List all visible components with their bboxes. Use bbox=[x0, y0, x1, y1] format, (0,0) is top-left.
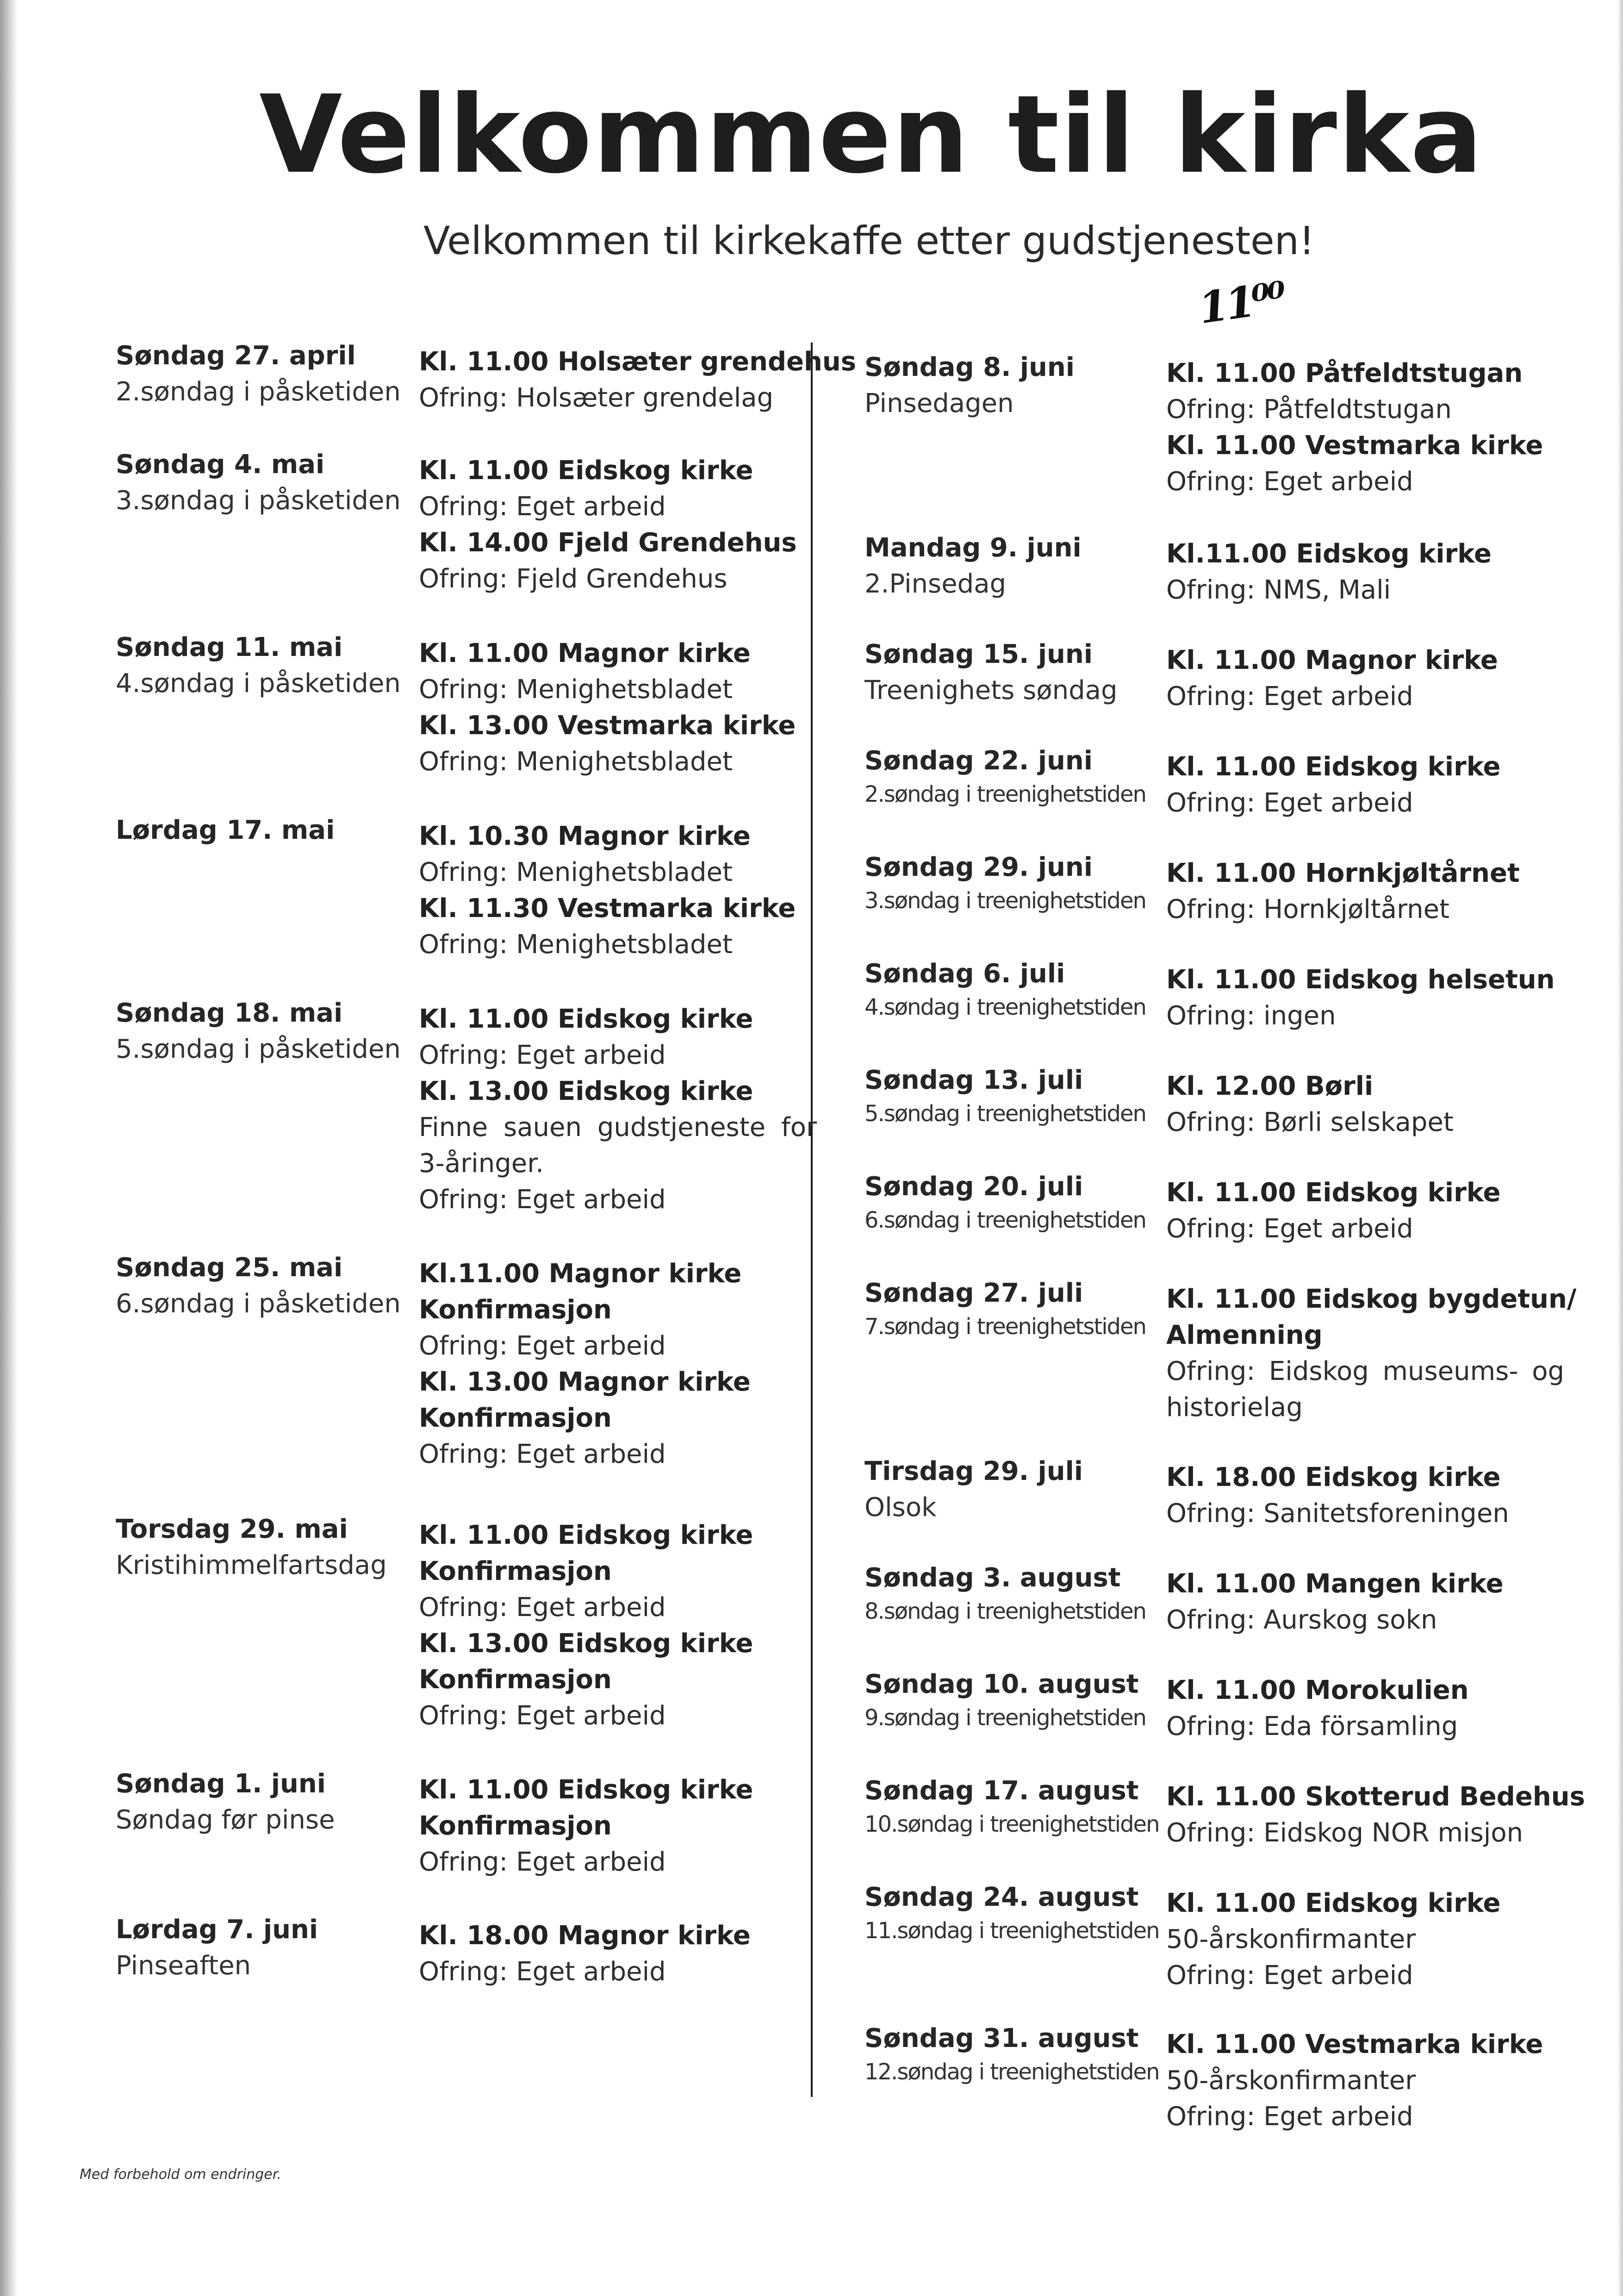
service-date: Søndag 27. juli bbox=[864, 1278, 1083, 1308]
service-time-location: Kl. 10.30 Magnor kirke bbox=[419, 821, 751, 851]
liturgical-day: 9.søndag i treenighetstiden bbox=[864, 1705, 1146, 1731]
service-date: Søndag 1. juni bbox=[116, 1769, 326, 1799]
offering-line: Ofring: Eget arbeid bbox=[1166, 467, 1413, 497]
service-time-location: Kl.11.00 Magnor kirke bbox=[419, 1259, 742, 1289]
service-time-location: Kl. 13.00 Eidskog kirke bbox=[419, 1076, 753, 1106]
service-date: Søndag 6. juli bbox=[864, 959, 1065, 989]
liturgical-day: Olsok bbox=[864, 1492, 937, 1522]
offering-line: Ofring: Eidskog NOR misjon bbox=[1166, 1818, 1524, 1848]
liturgical-day: 4.søndag i treenighetstiden bbox=[864, 994, 1146, 1020]
offering-line: Ofring: Menighetsbladet bbox=[419, 857, 733, 887]
service-time-location: Kl. 11.30 Vestmarka kirke bbox=[419, 893, 796, 923]
service-note: Konfirmasjon bbox=[419, 1556, 612, 1586]
offering-line: Ofring: Eget arbeid bbox=[1166, 2102, 1413, 2132]
liturgical-day: Kristihimmelfartsdag bbox=[116, 1550, 387, 1580]
service-time-location: Kl. 11.00 Skotterud Bedehus bbox=[1166, 1782, 1585, 1812]
service-date: Søndag 20. juli bbox=[864, 1172, 1083, 1202]
footnote: Med forbehold om endringer. bbox=[80, 2166, 281, 2183]
service-details bbox=[1166, 536, 1583, 608]
service-note: Konfirmasjon bbox=[419, 1665, 612, 1695]
service-date: Søndag 4. mai bbox=[116, 449, 325, 480]
service-date: Lørdag 17. mai bbox=[116, 815, 335, 845]
service-details bbox=[1166, 643, 1583, 715]
offering-line: Ofring: Eda församling bbox=[1166, 1711, 1458, 1741]
liturgical-day: 8.søndag i treenighetstiden bbox=[864, 1598, 1146, 1624]
service-details bbox=[419, 636, 835, 780]
service-time-location: Kl. 11.00 Eidskog kirke bbox=[419, 1520, 753, 1550]
liturgical-day: 12.søndag i treenighetstiden bbox=[864, 2059, 1159, 2085]
service-details bbox=[1166, 962, 1583, 1034]
liturgical-day: Søndag før pinse bbox=[116, 1805, 335, 1835]
offering-line: Ofring: Menighetsbladet bbox=[419, 930, 733, 960]
service-date: Søndag 13. juli bbox=[864, 1065, 1083, 1095]
service-note: Konfirmasjon bbox=[419, 1811, 612, 1841]
service-date: Søndag 11. mai bbox=[116, 632, 343, 662]
service-details bbox=[1166, 1281, 1583, 1426]
service-details bbox=[1166, 356, 1583, 500]
liturgical-day: Pinsedagen bbox=[864, 388, 1014, 418]
liturgical-day: 3.søndag i påsketiden bbox=[116, 486, 401, 516]
service-date: Søndag 10. august bbox=[864, 1669, 1139, 1699]
service-time-location: Kl. 18.00 Magnor kirke bbox=[419, 1921, 751, 1951]
liturgical-day: 2.søndag i treenighetstiden bbox=[864, 781, 1146, 807]
service-time-location: Kl. 11.00 Hornkjøltårnet bbox=[1166, 858, 1520, 888]
service-details bbox=[419, 1256, 835, 1472]
service-time-location: Kl. 11.00 Eidskog helsetun bbox=[1166, 965, 1555, 995]
liturgical-day: 4.søndag i påsketiden bbox=[116, 668, 401, 699]
service-note: Finne sauen gudstjeneste for bbox=[419, 1112, 817, 1142]
liturgical-day: Pinseaften bbox=[116, 1951, 251, 1981]
service-date: Søndag 18. mai bbox=[116, 998, 343, 1028]
service-time-location: Kl. 11.00 Eidskog kirke bbox=[1166, 1178, 1501, 1208]
service-note: historielag bbox=[1166, 1392, 1303, 1423]
offering-line: Ofring: ingen bbox=[1166, 1001, 1336, 1031]
service-date: Søndag 3. august bbox=[864, 1563, 1121, 1593]
service-time-location: Kl. 11.00 Vestmarka kirke bbox=[1166, 430, 1543, 461]
offering-line: Ofring: Eget arbeid bbox=[419, 1592, 666, 1622]
service-note: 50-årskonfirmanter bbox=[1166, 2065, 1416, 2096]
offering-line: Ofring: Eget arbeid bbox=[419, 1957, 666, 1987]
offering-line: Ofring: Eget arbeid bbox=[1166, 1960, 1413, 1990]
service-time-location: Kl. 11.00 Morokulien bbox=[1166, 1675, 1469, 1705]
service-time-location: Kl. 11.00 Vestmarka kirke bbox=[1166, 2029, 1543, 2059]
service-date: Søndag 27. april bbox=[116, 341, 356, 371]
service-date: Mandag 9. juni bbox=[864, 533, 1082, 563]
service-details bbox=[1166, 1885, 1583, 1994]
service-note: Almenning bbox=[1166, 1320, 1323, 1350]
service-details bbox=[419, 1517, 835, 1734]
offering-line: Ofring: Eget arbeid bbox=[1166, 681, 1413, 711]
service-note: Konfirmasjon bbox=[419, 1295, 612, 1325]
service-details bbox=[1166, 1672, 1583, 1745]
offering-line: Ofring: Eget arbeid bbox=[1166, 788, 1413, 818]
service-details bbox=[1166, 1460, 1583, 1532]
service-time-location: Kl. 11.00 Magnor kirke bbox=[1166, 645, 1498, 675]
liturgical-day: 2.Pinsedag bbox=[864, 569, 1007, 599]
offering-line: Ofring: Eget arbeid bbox=[419, 1040, 666, 1070]
service-time-location: Kl. 11.00 Eidskog kirke bbox=[419, 1775, 753, 1805]
service-note: 3-åringer. bbox=[419, 1148, 544, 1179]
offering-line: Ofring: NMS, Mali bbox=[1166, 575, 1391, 605]
service-time-location: Kl. 14.00 Fjeld Grendehus bbox=[419, 528, 797, 558]
service-details bbox=[419, 818, 835, 963]
service-details bbox=[419, 344, 857, 416]
offering-line: Ofring: Børli selskapet bbox=[1166, 1107, 1454, 1137]
liturgical-day: 5.søndag i treenighetstiden bbox=[864, 1101, 1146, 1127]
page-subtitle: Velkommen til kirkekaffe etter gudstjenesten! bbox=[423, 218, 1315, 263]
service-date: Søndag 17. august bbox=[864, 1776, 1139, 1806]
offering-line: Ofring: Eget arbeid bbox=[419, 1847, 666, 1877]
service-details bbox=[1166, 1068, 1583, 1141]
service-time-location: Kl. 18.00 Eidskog kirke bbox=[1166, 1462, 1501, 1492]
liturgical-day: Treenighets søndag bbox=[864, 675, 1118, 705]
offering-line: Ofring: Fjeld Grendehus bbox=[419, 564, 728, 594]
handwritten-time-note: 11⁰⁰ bbox=[1195, 272, 1287, 334]
liturgical-day: 11.søndag i treenighetstiden bbox=[864, 1918, 1159, 1944]
service-details bbox=[1166, 1175, 1583, 1247]
service-details bbox=[419, 1001, 835, 1218]
offering-line: Ofring: Menighetsbladet bbox=[419, 674, 733, 705]
offering-line: Ofring: Eget arbeid bbox=[419, 1701, 666, 1731]
service-date: Søndag 31. august bbox=[864, 2023, 1139, 2053]
offering-line: Ofring: Menighetsbladet bbox=[419, 747, 733, 777]
service-date: Søndag 24. august bbox=[864, 1882, 1139, 1912]
service-time-location: Kl. 11.00 Mangen kirke bbox=[1166, 1569, 1504, 1599]
service-time-location: Kl. 11.00 Påtfeldtstugan bbox=[1166, 358, 1523, 388]
service-time-location: Kl. 11.00 Eidskog kirke bbox=[419, 1004, 753, 1034]
service-date: Søndag 25. mai bbox=[116, 1253, 343, 1283]
service-time-location: Kl. 11.00 Eidskog kirke bbox=[1166, 1888, 1501, 1918]
liturgical-day: 6.søndag i påsketiden bbox=[116, 1289, 401, 1319]
service-time-location: Kl. 11.00 Eidskog kirke bbox=[1166, 752, 1501, 782]
service-note: Konfirmasjon bbox=[419, 1403, 612, 1433]
service-details bbox=[419, 1918, 835, 1990]
offering-line: Ofring: Påtfeldtstugan bbox=[1166, 394, 1452, 424]
service-date: Søndag 22. juni bbox=[864, 746, 1093, 776]
service-time-location: Kl. 11.00 Eidskog bygdetun/ bbox=[1166, 1284, 1577, 1314]
offering-line: Ofring: Eget arbeid bbox=[419, 1331, 666, 1361]
liturgical-day: 5.søndag i påsketiden bbox=[116, 1034, 401, 1064]
liturgical-day: 3.søndag i treenighetstiden bbox=[864, 888, 1146, 914]
offering-line: Ofring: Eidskog museums- og bbox=[1166, 1356, 1564, 1386]
liturgical-day: 7.søndag i treenighetstiden bbox=[864, 1314, 1146, 1340]
page-title: Velkommen til kirka bbox=[259, 72, 1484, 197]
service-time-location: Kl. 13.00 Magnor kirke bbox=[419, 1367, 751, 1397]
offering-line: Ofring: Eget arbeid bbox=[419, 1185, 666, 1215]
service-date: Søndag 15. juni bbox=[864, 639, 1093, 669]
service-time-location: Kl. 11.00 Eidskog kirke bbox=[419, 455, 753, 486]
offering-line: Ofring: Holsæter grendelag bbox=[419, 383, 774, 413]
service-time-location: Kl.11.00 Eidskog kirke bbox=[1166, 539, 1492, 569]
offering-line: Ofring: Aurskog sokn bbox=[1166, 1605, 1437, 1635]
liturgical-day: 2.søndag i påsketiden bbox=[116, 377, 401, 407]
scan-shadow-right bbox=[1617, 0, 1623, 2296]
service-date: Tirsdag 29. juli bbox=[864, 1456, 1083, 1486]
service-details bbox=[1166, 1566, 1583, 1638]
service-time-location: Kl. 13.00 Eidskog kirke bbox=[419, 1628, 753, 1659]
offering-line: Ofring: Eget arbeid bbox=[419, 492, 666, 522]
offering-line: Ofring: Eget arbeid bbox=[419, 1439, 666, 1469]
service-details bbox=[1166, 855, 1583, 928]
service-date: Søndag 29. juni bbox=[864, 852, 1093, 882]
liturgical-day: 10.søndag i treenighetstiden bbox=[864, 1811, 1159, 1837]
service-details bbox=[1166, 1779, 1583, 1851]
service-details bbox=[1166, 2027, 1583, 2135]
service-date: Lørdag 7. juni bbox=[116, 1915, 318, 1945]
offering-line: Ofring: Hornkjøltårnet bbox=[1166, 894, 1450, 924]
service-date: Søndag 8. juni bbox=[864, 352, 1075, 382]
service-details bbox=[1166, 749, 1583, 821]
service-time-location: Kl. 11.00 Holsæter grendehus bbox=[419, 347, 857, 377]
service-time-location: Kl. 12.00 Børli bbox=[1166, 1071, 1374, 1101]
offering-line: Ofring: Eget arbeid bbox=[1166, 1214, 1413, 1244]
service-details bbox=[419, 1772, 835, 1880]
scan-shadow-left bbox=[0, 0, 18, 2296]
service-time-location: Kl. 11.00 Magnor kirke bbox=[419, 638, 751, 668]
service-date: Torsdag 29. mai bbox=[116, 1514, 348, 1544]
service-details bbox=[419, 453, 835, 597]
offering-line: Ofring: Sanitetsforeningen bbox=[1166, 1498, 1509, 1529]
liturgical-day: 6.søndag i treenighetstiden bbox=[864, 1207, 1146, 1233]
service-note: 50-årskonfirmanter bbox=[1166, 1924, 1416, 1954]
service-time-location: Kl. 13.00 Vestmarka kirke bbox=[419, 711, 796, 741]
